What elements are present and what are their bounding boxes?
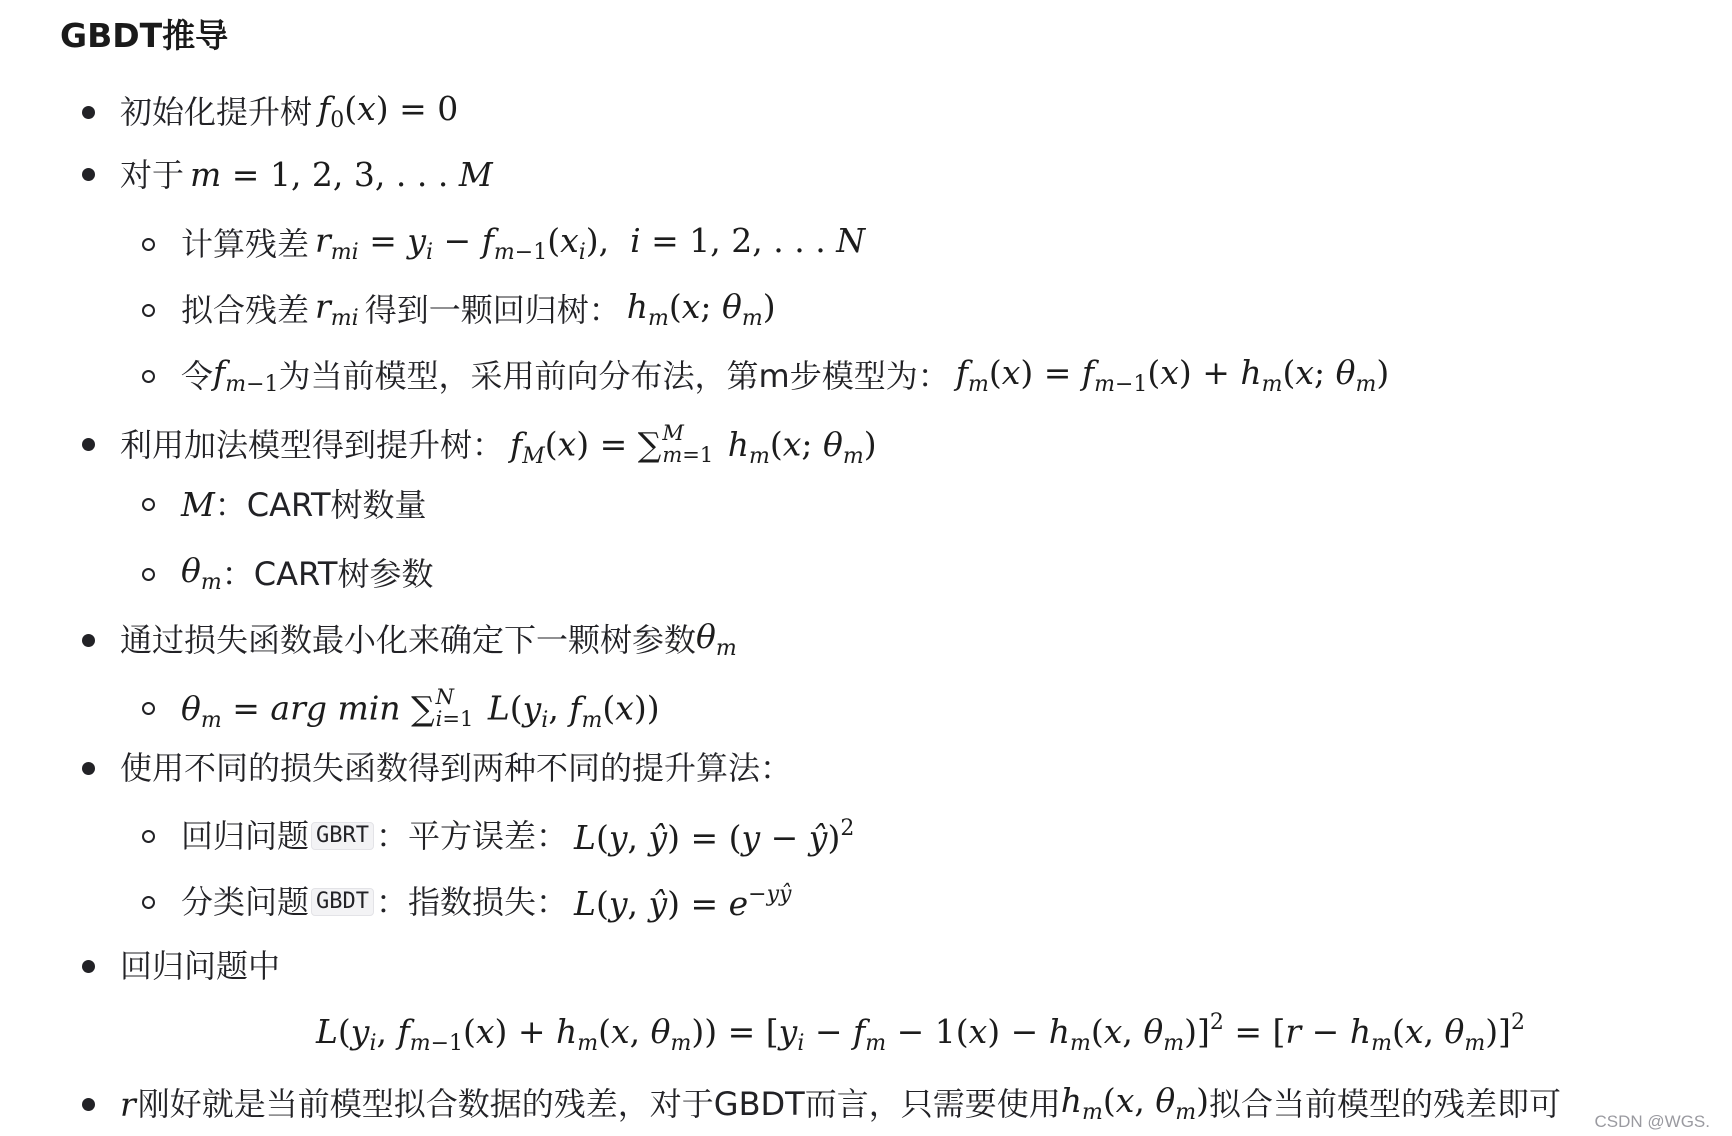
sublist-item-theta xyxy=(142,551,434,595)
sublist-item-gbdt xyxy=(142,882,797,923)
list-item-regression xyxy=(82,947,281,985)
formula-forward: $f_m(x) = f_{m-1}(x) + h_m(x$; $\theta_m$) xyxy=(955,353,1390,397)
formula-argmin: $\theta_m$ = arg min ∑ N i=1 $L(y_i$, $f_m(x)$) xyxy=(181,685,660,733)
list-item-loop xyxy=(82,155,499,194)
formula-tree: $h_m(x$; $\theta_m$) xyxy=(626,287,776,331)
circle-bullet-icon xyxy=(142,896,155,909)
formula-r: r xyxy=(120,1084,136,1124)
page-title: GBDT推导 xyxy=(60,16,229,55)
formula-loop: m = 1, 2, 3, . . . M xyxy=(190,155,493,194)
item-text: 使用不同的损失函数得到两种不同的提升算法： xyxy=(120,749,793,787)
sublist-item-forward xyxy=(142,353,1395,397)
bullet-icon xyxy=(82,106,95,119)
bullet-icon xyxy=(82,960,95,973)
formula-additive: $f_M(x)$ = ∑ M m=1 $h_m(x$; $\theta_m$) xyxy=(510,421,877,469)
item-text: 回归问题 xyxy=(181,817,310,855)
item-text: 刚好就是当前模型拟合数据的残差，对于GBDT而言，只需要使用 xyxy=(137,1085,1061,1123)
watermark: CSDN @WGS. xyxy=(1594,1112,1710,1131)
sublist-item-M xyxy=(142,485,427,524)
sublist-item-gbrt xyxy=(142,816,860,857)
list-item-additive xyxy=(82,422,883,468)
bullet-icon xyxy=(82,634,95,647)
item-text: 得到一颗回归树： xyxy=(364,291,621,329)
formula-theta: $\theta_m$ xyxy=(696,617,737,661)
item-text: 为当前模型，采用前向分布法，第m步模型为： xyxy=(278,357,950,395)
item-text: 对于 xyxy=(120,155,185,194)
item-text: ：指数损失： xyxy=(376,883,569,921)
item-text: 令 xyxy=(181,357,214,395)
item-text: ：平方误差： xyxy=(376,817,569,855)
formula-squared-loss: L(y, ŷ) = (y − ŷ)$^2$ xyxy=(574,816,855,857)
bullet-icon xyxy=(82,1098,95,1111)
list-item-conclusion xyxy=(82,1081,1561,1125)
bullet-icon xyxy=(82,438,95,451)
circle-bullet-icon xyxy=(142,830,155,843)
bullet-icon xyxy=(82,762,95,775)
item-text: 利用加法模型得到提升树： xyxy=(120,425,505,464)
sublist-item-fit xyxy=(142,287,782,331)
formula-fm1: $f_{m-1}$ xyxy=(213,353,279,397)
item-text: ：CART树数量 xyxy=(214,485,427,524)
formula-M: M xyxy=(181,485,215,524)
list-item-init xyxy=(82,89,464,133)
formula-init: $f_0(x) = 0$ xyxy=(318,89,459,133)
sublist-item-residual xyxy=(142,221,871,265)
circle-bullet-icon xyxy=(142,568,155,581)
formula-hm: $h_m(x$, $\theta_m$) xyxy=(1060,1081,1209,1125)
circle-bullet-icon xyxy=(142,304,155,317)
formula-theta: $\theta_m$ xyxy=(181,551,222,595)
circle-bullet-icon xyxy=(142,370,155,383)
item-text: 拟合当前模型的残差即可 xyxy=(1208,1085,1561,1123)
formula-display: $L(y_i$, $f_{m-1}(x) + h_m(x$, $\theta_m)) = [y_i - f_m - 1(x) - h_m(x$, $\theta_m)]^2 = [r - h_m(x$, $\theta_m)]^2$ xyxy=(316,1010,1525,1056)
item-text: 回归问题中 xyxy=(120,947,281,985)
circle-bullet-icon xyxy=(142,702,155,715)
item-text: 通过损失函数最小化来确定下一颗树参数 xyxy=(120,621,697,659)
item-text: 初始化提升树 xyxy=(120,93,313,131)
inline-code: GBDT xyxy=(311,888,374,916)
formula-rmi: $r_{mi}$ xyxy=(315,287,359,331)
list-item-losses xyxy=(82,749,793,787)
sublist-item-argmin xyxy=(142,686,660,732)
bullet-icon xyxy=(82,168,95,181)
item-text: 计算残差 xyxy=(181,225,310,263)
formula-residual: $r_{mi} = y_i - f_{m-1}(x_i)$, i = 1, 2, . . . N xyxy=(315,221,866,265)
inline-code: GBRT xyxy=(311,822,374,850)
formula-exp-loss: L(y, ŷ) = $e^{-yŷ}$ xyxy=(574,882,792,923)
list-item-lossmin xyxy=(82,617,737,661)
circle-bullet-icon xyxy=(142,498,155,511)
item-text: ：CART树参数 xyxy=(221,555,434,593)
item-text: 拟合残差 xyxy=(181,291,310,329)
circle-bullet-icon xyxy=(142,238,155,251)
item-text: 分类问题 xyxy=(181,883,310,921)
